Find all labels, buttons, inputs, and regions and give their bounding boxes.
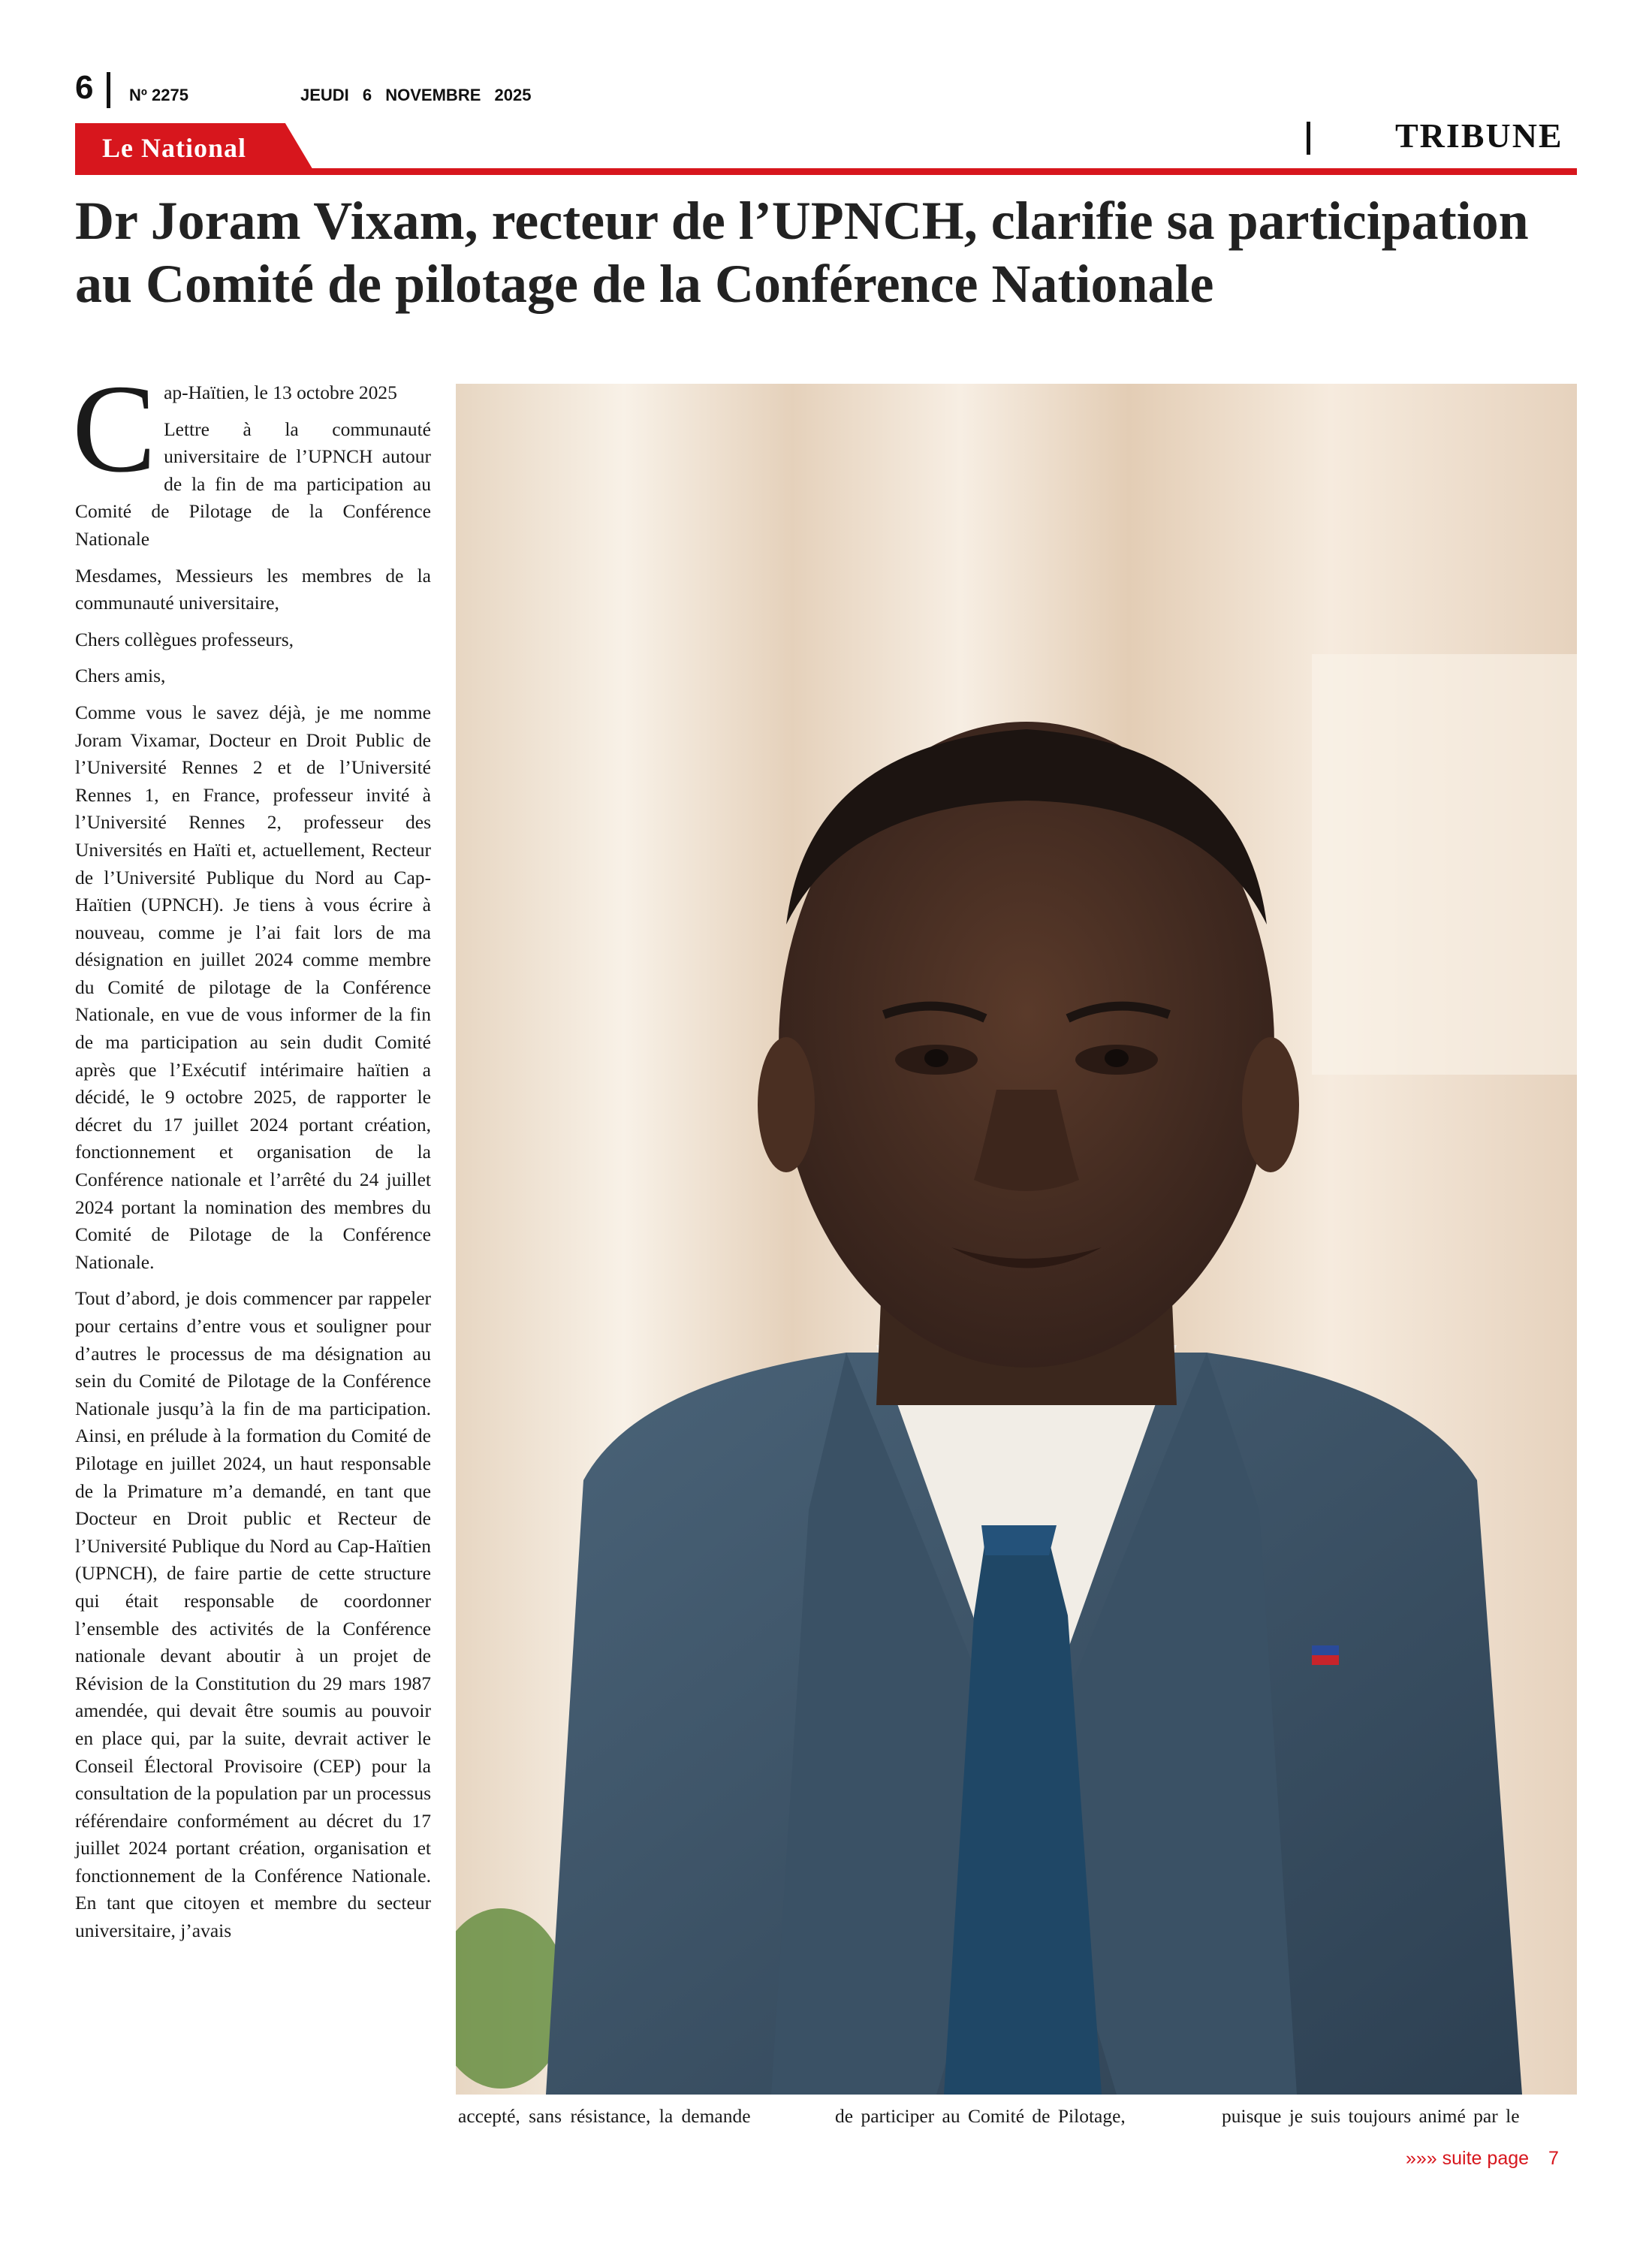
continued-label: »»» suite page <box>1406 2148 1530 2169</box>
article-photo <box>456 384 1577 2095</box>
issue-date: JEUDI 6 NOVEMBRE 2025 <box>300 86 532 104</box>
article-paragraph: Tout d’abord, je dois commencer par rappeler pour certains d’entre vous et souligner pour d’autres le processus de ma désignation au sein du Comité de Pilotage de la Conférence Nationale jusqu’à la fin de ma participation. Ainsi, en prélude à la formation du Comité de Pilotage en juillet 2024, un haut responsable de la Primature m’a demandé, en tant que Docteur en Droit public et Recteur de l’Université Publique du Nord au Cap-Haïtien (UPNCH), de faire partie de cette structure qui était responsable de coordonner l’ensemble des activités de la Conférence nationale devant aboutir à un projet de Révision de la Constitution du 29 mars 1987 amendée, qui devait être soumis au pouvoir en place qui, par la suite, devrait activer le Conseil Électoral Provisoire (CEP) pour la consultation de la population par un processus référendaire conformément au décret du 17 juillet 2024 portant création, organisation et fonctionnement de la Conférence Nationale. En tant que citoyen et membre du secteur universitaire, j’avais <box>75 1287 431 1942</box>
section-label: TRIBUNE <box>1395 116 1563 155</box>
section-divider <box>1307 122 1310 155</box>
page-number-divider <box>107 72 110 108</box>
article-paragraph: Chers amis, <box>75 665 166 687</box>
dateline: ap-Haïtien, le 13 octobre 2025 <box>164 382 397 403</box>
issue-number: Nº 2275 <box>129 86 188 104</box>
article-paragraph: Chers collègues professeurs, <box>75 628 294 650</box>
article-headline: Dr Joram Vixam, recteur de l’UPNCH, clarifie sa participation au Comité de pilotage de la Conférence Nationale <box>75 191 1529 314</box>
article-paragraph: Comme vous le savez déjà, je me nomme Joram Vixamar, Docteur en Droit Public de l’Université Rennes 2 et de l’Université Rennes 1, en France, professeur invité à l’Université Rennes 2, professeur des Universités en Haïti et, actuellement, Recteur de l’Université Publique du Nord au Cap-Haïtien (UPNCH). Je tiens à vous écrire à nouveau, comme je l’ai fait lors de ma désignation en juillet 2024 comme membre du Comité de pilotage de la Conférence Nationale, en vue de vous informer de la fin de ma participation au sein dudit Comité après que l’Exécutif intérimaire haïtien a décidé, le 9 octobre 2025, de rapporter le décret du 17 juillet 2024 portant création, fonctionnement et organisation de la Conférence nationale et l’arrêté du 24 juillet 2024 portant la nomination des membres du Comité de Pilotage de la Conférence Nationale. <box>75 701 431 1273</box>
continuation-text: de participer au Comité de Pilotage, <box>835 2105 1126 2127</box>
continued-page-number: 7 <box>1548 2148 1559 2169</box>
drop-cap: C <box>72 359 157 499</box>
brand-logo: Le National <box>102 133 247 163</box>
page-number: 6 <box>75 69 94 106</box>
article-body-column <box>72 359 431 1954</box>
continued-on-link[interactable] <box>1406 2148 1559 2170</box>
article-paragraph: Mesdames, Messieurs les membres de la communauté universitaire, <box>75 564 431 614</box>
continuation-text: accepté, sans résistance, la demande <box>458 2105 751 2127</box>
article-paragraph: Lettre à la communauté universitaire de l’UPNCH autour de la fin de ma participation au Comité de Pilotage de la Conférence Nationale <box>75 418 431 550</box>
continuation-text: puisque je suis toujours animé par le <box>1222 2105 1520 2127</box>
header-rule <box>75 168 1577 175</box>
